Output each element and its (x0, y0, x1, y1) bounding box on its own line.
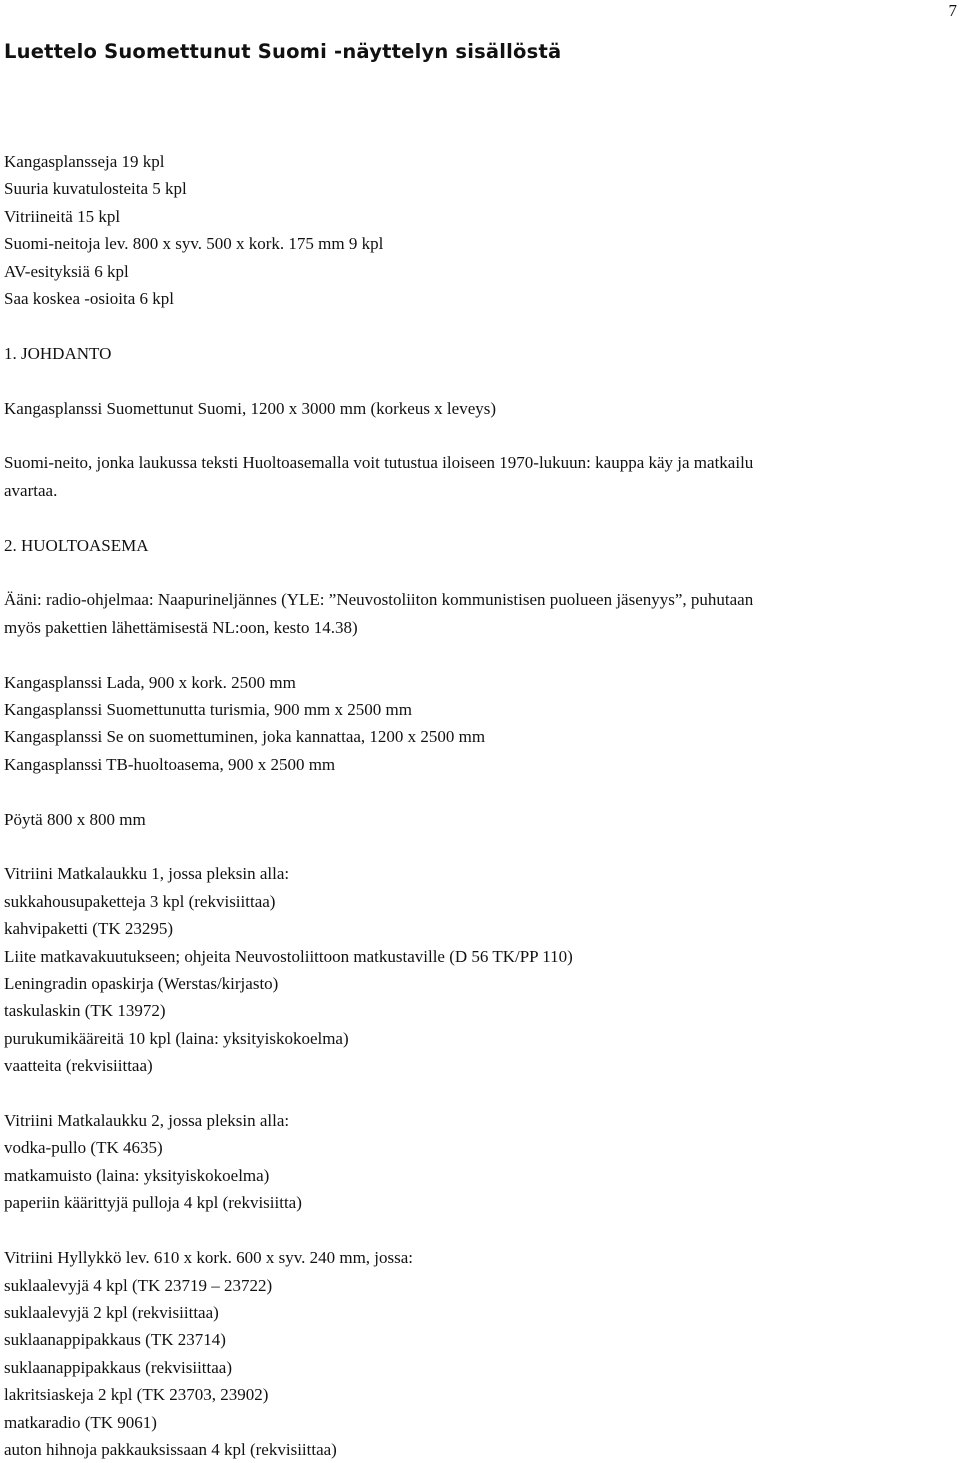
list-item: suklaalevyjä 4 kpl (TK 23719 – 23722) (4, 1275, 273, 1295)
vitrine-heading: Vitriini Hyllykkö lev. 610 x kork. 600 x syv. 240 mm, jossa: (4, 1248, 414, 1268)
list-item: Saa koskea -osioita 6 kpl (4, 289, 174, 309)
vitrine-shelf (4, 1244, 954, 1463)
vitrine-suitcase-2 (4, 1107, 954, 1217)
vitrine-heading: Vitriini Matkalaukku 2, jossa pleksin alla: (4, 1111, 290, 1131)
list-item: paperiin käärittyjä pulloja 4 kpl (rekvisiitta) (4, 1193, 302, 1213)
list-item: kahvipaketti (TK 23295) (4, 919, 174, 939)
list-item: vaatteita (rekvisiittaa) (4, 1056, 153, 1076)
planssi-item: Kangasplanssi Suomettunut Suomi, 1200 x 3000 mm (korkeus x leveys) (4, 398, 497, 418)
text-line: avartaa. (4, 480, 58, 500)
list-item: taskulaskin (TK 13972) (4, 1001, 166, 1021)
text-line: myös pakettien lähettämisestä NL:oon, kesto 14.38) (4, 617, 358, 637)
list-item: purukumikääreitä 10 kpl (laina: yksityiskokoelma) (4, 1028, 349, 1048)
text-line: Suomi-neito, jonka laukussa teksti Huoltoasemalla voit tutustua iloiseen 1970-lukuun: kauppa käy ja matkailu (4, 453, 754, 473)
list-item: suklaalevyjä 2 kpl (rekvisiittaa) (4, 1302, 219, 1322)
list-item: Vitriineitä 15 kpl (4, 206, 121, 226)
list-item: Liite matkavakuutukseen; ohjeita Neuvostoliittoon matkustaville (D 56 TK/PP 110) (4, 946, 573, 966)
text-line: Ääni: radio-ohjelmaa: Naapurineljännes (YLE: ”Neuvostoliiton kommunistisen puolueen jäsenyys”, puhutaan (4, 590, 754, 610)
section-heading-johdanto: 1. JOHDANTO (4, 343, 112, 363)
audio-description (4, 586, 954, 641)
list-item: sukkahousupaketteja 3 kpl (rekvisiittaa) (4, 891, 276, 911)
list-item: AV-esityksiä 6 kpl (4, 261, 129, 281)
list-item: matkamuisto (laina: yksityiskokoelma) (4, 1165, 270, 1185)
document-title: Luettelo Suomettunut Suomi -näyttelyn sisällöstä (4, 40, 562, 63)
list-item: Suuria kuvatulosteita 5 kpl (4, 179, 187, 199)
list-item: vodka-pullo (TK 4635) (4, 1138, 163, 1158)
list-item: Kangasplanssi Se on suomettuminen, joka kannattaa, 1200 x 2500 mm (4, 727, 486, 747)
list-item: suklaanappipakkaus (rekvisiittaa) (4, 1357, 233, 1377)
counts-list (4, 148, 954, 312)
list-item: matkaradio (TK 9061) (4, 1412, 157, 1432)
list-item: suklaanappipakkaus (TK 23714) (4, 1330, 226, 1350)
planssi-list (4, 669, 954, 779)
neito-description (4, 449, 954, 504)
list-item: Suomi-neitoja lev. 800 x syv. 500 x kork. 175 mm 9 kpl (4, 234, 384, 254)
list-item: auton hihnoja pakkauksissaan 4 kpl (rekvisiittaa) (4, 1439, 337, 1459)
list-item: Kangasplanssi Suomettunutta turismia, 900 mm x 2500 mm (4, 700, 412, 720)
list-item: Leningradin opaskirja (Werstas/kirjasto) (4, 974, 279, 994)
vitrine-heading: Vitriini Matkalaukku 1, jossa pleksin alla: (4, 864, 290, 884)
list-item: Kangasplansseja 19 kpl (4, 152, 165, 171)
page-number: 7 (948, 1, 957, 20)
list-item: lakritsiaskeja 2 kpl (TK 23703, 23902) (4, 1385, 269, 1405)
table-item: Pöytä 800 x 800 mm (4, 809, 146, 829)
vitrine-suitcase-1 (4, 860, 954, 1079)
list-item: Kangasplanssi Lada, 900 x kork. 2500 mm (4, 672, 296, 692)
document-body (4, 148, 954, 1463)
section-heading-huoltoasema: 2. HUOLTOASEMA (4, 535, 149, 555)
list-item: Kangasplanssi TB-huoltoasema, 900 x 2500 mm (4, 754, 336, 774)
